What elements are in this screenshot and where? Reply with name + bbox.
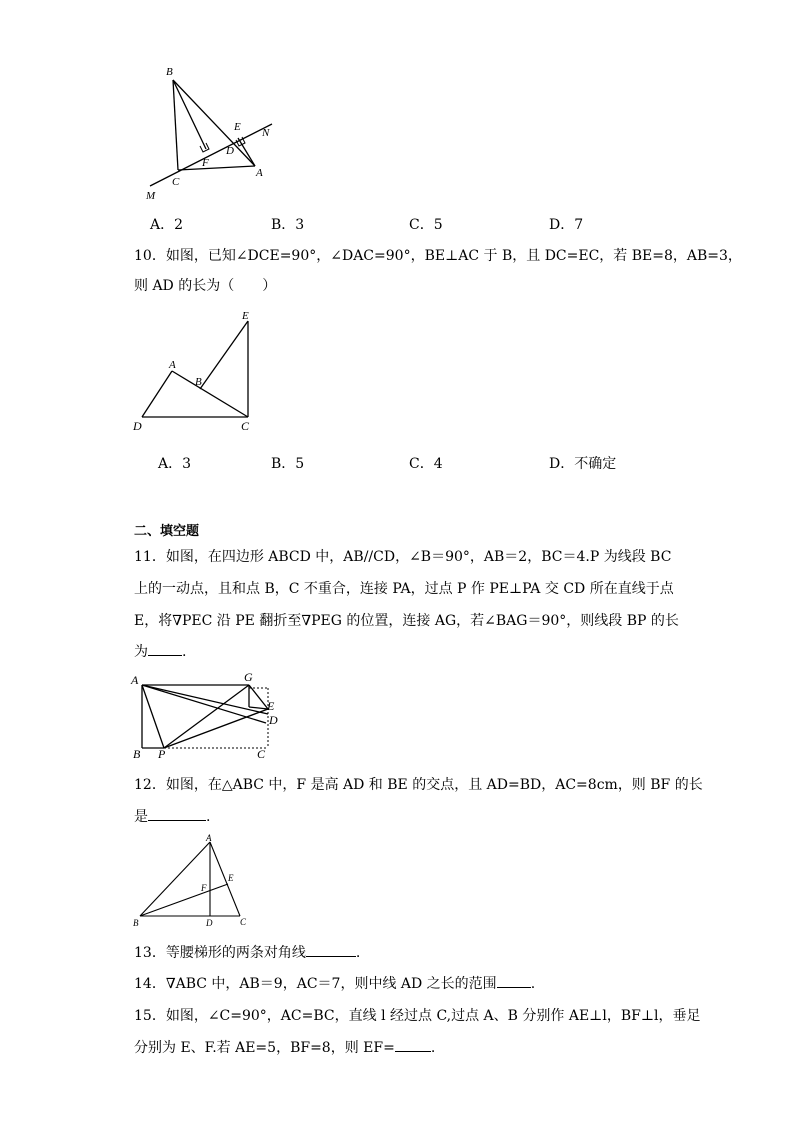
q11-label-d: D — [269, 713, 278, 727]
q14-end: . — [530, 976, 536, 992]
q10-text-line2: 则 AD 的长为（ ） — [134, 278, 277, 294]
q10-option-c: C．4 — [409, 456, 443, 472]
q12-figure — [128, 832, 258, 932]
q15-text-line2 — [134, 1037, 435, 1057]
q9-label-e: E — [234, 121, 241, 133]
q13-end: . — [355, 945, 361, 961]
q11-text-line1: 11．如图，在四边形 ABCD 中，AB//CD，∠B＝90°，AB＝2，BC＝4.P 为线段 BC — [134, 549, 672, 565]
q11-text-line4 — [134, 641, 186, 661]
q11-label-g: G — [244, 670, 253, 684]
q10-label-a: A — [169, 359, 176, 371]
q12-text-line1: 12．如图，在△ABC 中，F 是高 AD 和 BE 的交点，且 AD=BD，AC=8cm，则 BF 的长 — [134, 777, 703, 793]
q11-label-p: P — [158, 747, 166, 760]
q11-text-line2: 上的一动点，且和点 B，C 不重合，连接 PA，过点 P 作 PE⊥PA 交 CD 所在直线于点 — [134, 581, 674, 597]
q12-line2-prefix: 是 — [134, 809, 148, 825]
q11-text-line3: E，将∇PEC 沿 PE 翻折至∇PEG 的位置，连接 AG，若∠BAG＝90°，则线段 BP 的长 — [134, 613, 679, 629]
q11-line4-prefix: 为 — [134, 644, 148, 660]
q12-label-a: A — [206, 833, 212, 843]
q10-label-e: E — [242, 310, 249, 322]
q12-label-d: D — [206, 918, 213, 928]
q9-label-d: D — [226, 145, 234, 157]
q12-label-b: B — [133, 918, 139, 928]
q9-label-c: C — [172, 176, 180, 188]
q11-label-e: E — [267, 699, 275, 713]
section-title-fill-in: 二、填空题 — [134, 524, 200, 539]
q12-line2-end: . — [206, 809, 211, 825]
q9-option-b: B．3 — [271, 217, 305, 233]
q9-option-a: A．2 — [150, 217, 184, 233]
q14-prefix: 14．∇ABC 中，AB＝9，AC＝7，则中线 AD 之长的范围 — [134, 976, 497, 992]
q10-figure — [128, 305, 268, 435]
q11-label-b: B — [133, 747, 141, 760]
q10-label-c: C — [241, 419, 250, 433]
q13-text — [134, 942, 360, 962]
q11-answer-blank[interactable] — [148, 643, 182, 656]
q11-label-a: A — [131, 673, 139, 687]
q10-option-a: A．3 — [158, 456, 192, 472]
q9-figure — [140, 62, 285, 204]
q9-option-d: D．7 — [549, 217, 584, 233]
q15-text-line1: 15．如图，∠C=90°，AC=BC，直线 l 经过点 C,过点 A、B 分别作 AE⊥l，BF⊥l，垂足 — [134, 1008, 701, 1024]
q12-label-c: C — [240, 917, 247, 927]
q10-label-d: D — [133, 419, 142, 433]
q9-label-f: F — [202, 157, 209, 169]
q12-label-f: F — [201, 883, 207, 893]
q14-answer-blank[interactable] — [497, 975, 531, 988]
q12-text-line2 — [134, 806, 210, 826]
q10-option-d: D．不确定 — [549, 456, 617, 472]
q10-text-line1: 10．如图，已知∠DCE=90°，∠DAC=90°，BE⊥AC 于 B，且 DC=EC，若 BE=8，AB=3， — [134, 248, 742, 264]
q9-label-n: N — [262, 127, 270, 139]
q11-line4-end: . — [182, 644, 187, 660]
q9-label-m: M — [146, 190, 156, 202]
q9-label-a: A — [256, 167, 263, 179]
q12-label-e: E — [228, 873, 234, 883]
q14-text — [134, 973, 535, 993]
q15-answer-blank[interactable] — [395, 1039, 431, 1052]
q15-line2-prefix: 分别为 E、F.若 AE=5，BF=8，则 EF= — [134, 1040, 395, 1056]
q15-line2-end: . — [430, 1040, 436, 1056]
q13-answer-blank[interactable] — [306, 944, 356, 957]
q13-prefix: 13．等腰梯形的两条对角线 — [134, 945, 306, 961]
q9-label-b: B — [166, 66, 173, 78]
q11-label-c: C — [257, 747, 266, 760]
q10-option-b: B．5 — [271, 456, 305, 472]
q10-label-b: B — [195, 376, 202, 388]
q9-option-c: C．5 — [409, 217, 443, 233]
q12-answer-blank[interactable] — [148, 808, 206, 821]
q11-figure — [128, 668, 283, 760]
